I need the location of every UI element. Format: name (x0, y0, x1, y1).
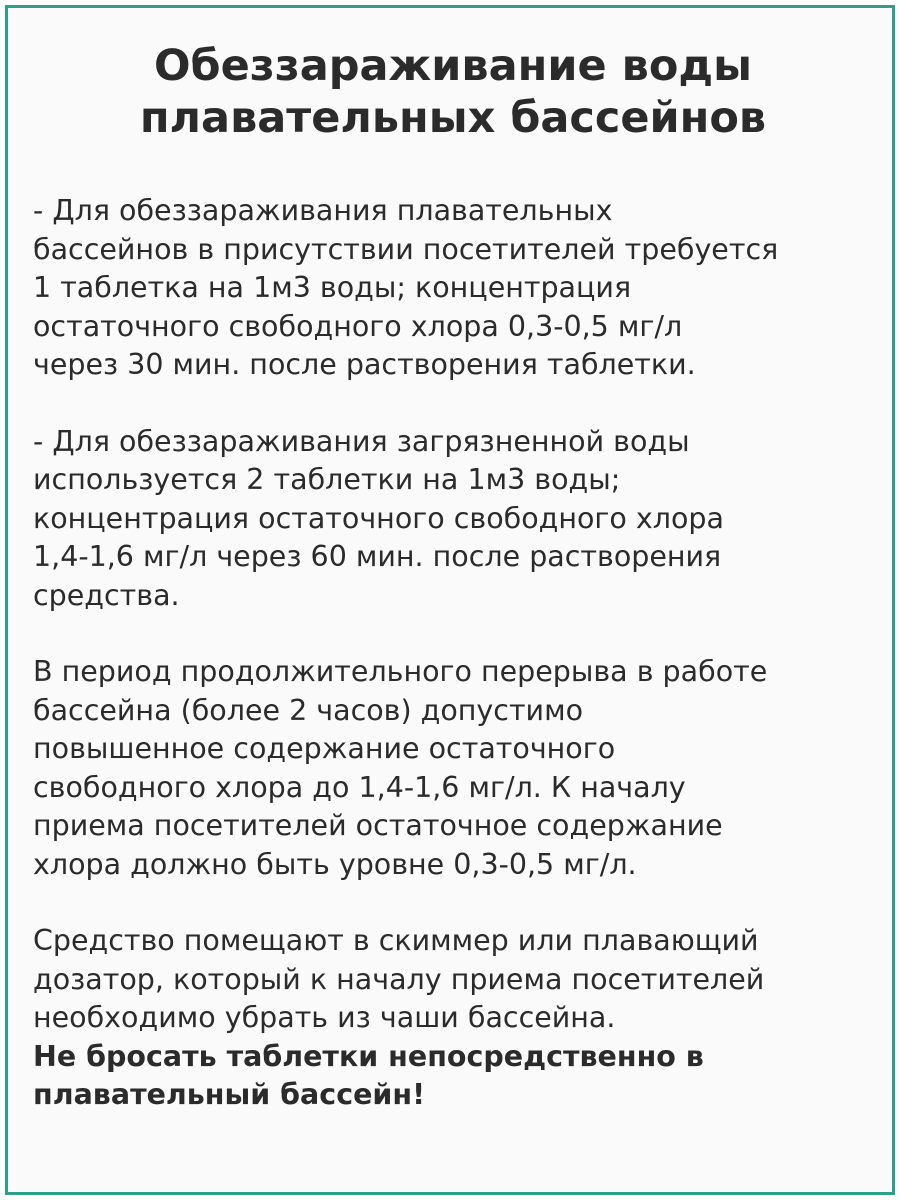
page-title (33, 40, 873, 144)
text-line: через 30 мин. после растворения таблетки. (33, 348, 696, 381)
title-line: Обеззараживание воды (153, 41, 752, 91)
warning-line: плавательный бассейн! (33, 1078, 426, 1111)
warning-line: Не бросать таблетки непосредственно в (33, 1039, 704, 1073)
text-line: Средство помещают в скиммер или плавающий (33, 924, 759, 957)
text-line: дозатор, который к началу приема посетителей (33, 962, 765, 996)
text-line: приема посетителей остаточное содержание (33, 809, 723, 842)
text-line: хлора должно быть уровне 0,3-0,5 мг/л. (33, 847, 637, 881)
text-line: 1,4-1,6 мг/л через 60 мин. после растворения (33, 540, 722, 573)
text-line: повышенное содержание остаточного (33, 732, 616, 765)
paragraph-break-period (33, 653, 873, 884)
paragraph-placement (33, 922, 873, 1038)
warning-text (33, 1038, 873, 1115)
text-line: концентрация остаточного свободного хлора (33, 501, 724, 535)
text-line: свободного хлора до 1,4-1,6 мг/л. К началу (33, 770, 686, 804)
text-line: необходимо убрать из чаши бассейна. (33, 1001, 616, 1034)
title-line: плавательных бассейнов (139, 93, 767, 143)
text-line: остаточного свободного хлора 0,3-0,5 мг/л (33, 309, 683, 343)
text-line: 1 таблетка на 1м3 воды; концентрация (33, 271, 632, 304)
text-line: бассейнов в присутствии посетителей требуется (33, 232, 779, 266)
paragraph-pool-disinfection (33, 192, 873, 385)
text-line: - Для обеззараживания плавательных (33, 194, 613, 227)
instruction-card (5, 5, 895, 1195)
paragraph-contaminated-water (33, 423, 873, 616)
text-line: бассейна (более 2 часов) допустимо (33, 693, 584, 727)
text-line: В период продолжительного перерыва в работе (33, 655, 768, 688)
instruction-content (33, 40, 873, 1115)
text-line: средства. (33, 578, 180, 612)
text-line: - Для обеззараживания загрязненной воды (33, 424, 690, 458)
text-line: используется 2 таблетки на 1м3 воды; (33, 463, 621, 496)
